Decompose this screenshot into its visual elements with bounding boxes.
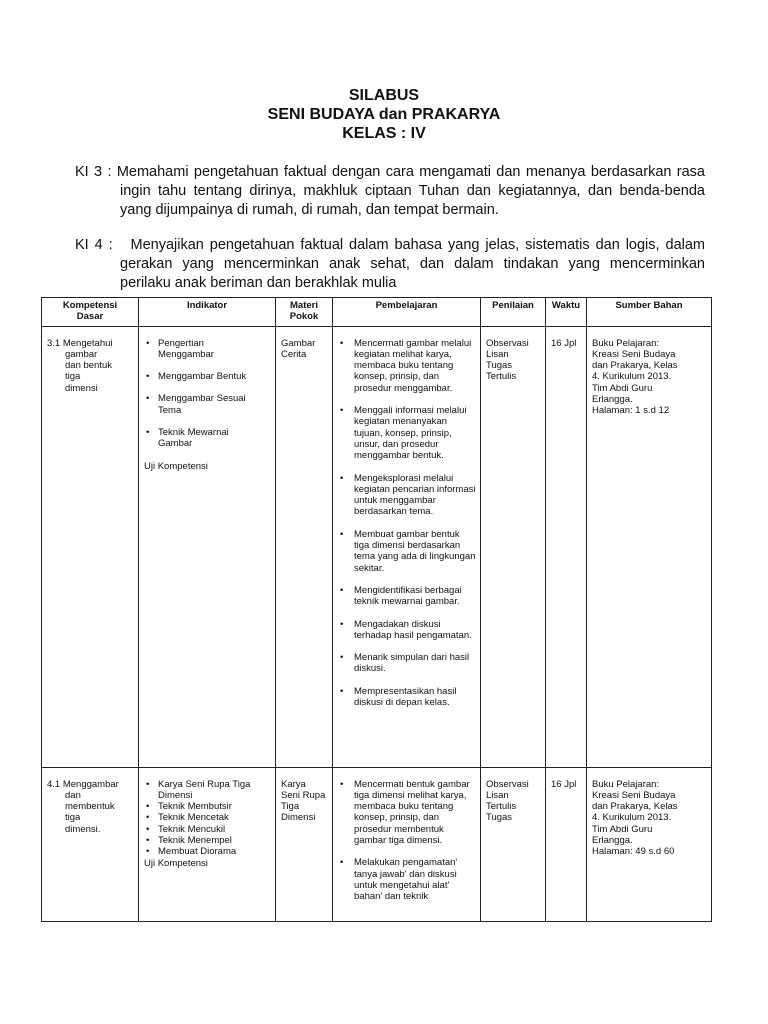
header-materi-line1: Materi bbox=[290, 300, 318, 311]
ki4-paragraph bbox=[75, 236, 705, 293]
sumber-line: 4. Kurikulum 2013. bbox=[592, 812, 672, 824]
list-item: • Teknik Mencetak bbox=[144, 812, 271, 823]
pembelajaran-list bbox=[338, 338, 476, 709]
title-line-2: SENI BUDAYA dan PRAKARYA bbox=[267, 106, 501, 123]
title-line-1: SILABUS bbox=[348, 87, 420, 104]
kd-cell bbox=[42, 767, 139, 921]
list-item: • Membuat gambar bentuk tiga dimensi berdasarkan tema yang ada di lingkungan sekitar. bbox=[338, 529, 476, 574]
kd-line: membentuk bbox=[65, 801, 115, 813]
kd-cell bbox=[42, 326, 139, 767]
materi-cell bbox=[276, 767, 333, 921]
header-kd-line2: Dasar bbox=[76, 311, 104, 323]
kd-line: tiga bbox=[65, 371, 81, 383]
list-item: • Mempresentasikan hasil diskusi di depan kelas. bbox=[338, 686, 476, 709]
list-item: • Karya Seni Rupa Tiga Dimensi bbox=[144, 779, 271, 802]
penilaian-line: Tugas bbox=[486, 360, 513, 372]
pembelajaran-list bbox=[338, 779, 476, 903]
sumber-line: Buku Pelajaran: bbox=[592, 778, 660, 790]
penilaian-line: Observasi bbox=[486, 337, 529, 349]
pembelajaran-cell bbox=[333, 326, 481, 767]
kd-line: dimensi bbox=[65, 382, 98, 394]
sumber-line: dan Prakarya, Kelas bbox=[592, 360, 678, 372]
sumber-line: Tim Abdi Guru bbox=[592, 382, 653, 394]
materi-cell bbox=[276, 326, 333, 767]
header-pembelajaran: Pembelajaran bbox=[333, 298, 481, 327]
penilaian-line: Observasi bbox=[486, 778, 529, 790]
list-item: • Mengadakan diskusi terhadap hasil pengamatan. bbox=[338, 619, 476, 642]
indikator-list bbox=[144, 338, 271, 450]
kd-line: dan bbox=[65, 789, 81, 801]
list-item: • Melakukan pengamatan' tanya jawab' dan diskusi untuk mengetahui alat' bahan' dan teknik bbox=[338, 857, 476, 902]
sumber-line: dan Prakarya, Kelas bbox=[592, 801, 678, 813]
header-waktu: Waktu bbox=[546, 298, 587, 327]
ki4-label: KI 4 : bbox=[75, 237, 131, 253]
ki3-text: Memahami pengetahuan faktual dengan cara mengamati dan menanya berdasarkan rasa ingin tahu tentang dirinya, makhluk ciptaan Tuhan dan kegiatannya, dan benda-benda yang dijumpainya di rumah, di rumah, dan tempat bermain. bbox=[116, 164, 705, 218]
list-item: • Menggambar Bentuk bbox=[144, 371, 271, 382]
kd-line: dan bentuk bbox=[65, 360, 113, 372]
list-item: • Mengeksplorasi melalui kegiatan pencarian informasi untuk menggambar berdasarkan tema. bbox=[338, 473, 476, 518]
sumber-line: Halaman: 49 s.d 60 bbox=[592, 846, 675, 858]
list-item: • Mengidentifikasi berbagai teknik mewarnai gambar. bbox=[338, 585, 476, 608]
indikator-cell bbox=[139, 767, 276, 921]
sumber-cell bbox=[587, 767, 712, 921]
document-title bbox=[0, 86, 768, 143]
list-item: • Mencermati bentuk gambar tiga dimensi melihat karya, membaca buku tentang konsep, prinsip, dan prosedur membentuk gambar tiga dimensi. bbox=[338, 779, 476, 847]
list-item: • Menggambar Sesuai Tema bbox=[144, 393, 271, 416]
waktu-cell: 16 Jpl bbox=[546, 767, 587, 921]
list-item: • Teknik Membutsir bbox=[144, 801, 271, 812]
sumber-line: Erlangga. bbox=[592, 394, 633, 406]
penilaian-line: Tertulis bbox=[486, 801, 517, 813]
sumber-line: Kreasi Seni Budaya bbox=[592, 348, 676, 360]
materi-line: Karya bbox=[281, 778, 306, 790]
sumber-line: Tim Abdi Guru bbox=[592, 823, 653, 835]
header-indikator: Indikator bbox=[139, 298, 276, 327]
sumber-line: Kreasi Seni Budaya bbox=[592, 789, 676, 801]
ki3-paragraph bbox=[75, 163, 705, 220]
ki3-label: KI 3 : bbox=[75, 164, 117, 180]
sumber-line: Erlangga. bbox=[592, 835, 633, 847]
penilaian-line: Lisan bbox=[486, 789, 509, 801]
indikator-cell bbox=[139, 326, 276, 767]
kd-number: 4.1 Menggambar bbox=[47, 778, 119, 790]
waktu-cell: 16 Jpl bbox=[546, 326, 587, 767]
ki4-text: Menyajikan pengetahuan faktual dalam bahasa yang jelas, sistematis dan logis, dalam gerakan yang mencerminkan anak sehat, dan dalam tindakan yang mencerminkan perilaku anak beriman dan berakhlak mulia bbox=[120, 237, 705, 291]
materi-line: Cerita bbox=[281, 348, 307, 360]
kd-line: gambar bbox=[65, 348, 98, 360]
sumber-line: Halaman: 1 s.d 12 bbox=[592, 405, 670, 417]
title-line-3: KELAS : IV bbox=[342, 125, 426, 142]
materi-line: Tiga bbox=[281, 801, 300, 813]
syllabus-table bbox=[41, 297, 712, 922]
penilaian-cell bbox=[481, 326, 546, 767]
sumber-line: Buku Pelajaran: bbox=[592, 337, 660, 349]
kd-number: 3.1 Mengetahui bbox=[47, 337, 113, 349]
header-sumber-bahan: Sumber Bahan bbox=[587, 298, 712, 327]
penilaian-line: Tertulis bbox=[486, 371, 517, 383]
penilaian-cell bbox=[481, 767, 546, 921]
list-item: • Mencermati gambar melalui kegiatan melihat karya, membaca buku tentang konsep, prinsip, dan prosedur menggambar. bbox=[338, 338, 476, 394]
sumber-line: 4. Kurikulum 2013. bbox=[592, 371, 672, 383]
list-item: • Teknik Menempel bbox=[144, 835, 271, 846]
list-item: • Teknik Mewarnai Gambar bbox=[144, 427, 271, 450]
sumber-cell bbox=[587, 326, 712, 767]
table-row bbox=[42, 767, 712, 921]
header-materi-pokok bbox=[276, 298, 333, 327]
penilaian-line: Tugas bbox=[486, 812, 513, 824]
list-item: • Teknik Mencukil bbox=[144, 824, 271, 835]
materi-line: Seni Rupa bbox=[281, 789, 326, 801]
materi-line: Dimensi bbox=[281, 812, 316, 824]
list-item: • Pengertian Menggambar bbox=[144, 338, 271, 361]
kd-line: tiga bbox=[65, 812, 81, 824]
table-row bbox=[42, 326, 712, 767]
materi-line: Gambar bbox=[281, 337, 316, 349]
list-item: • Menarik simpulan dari hasil diskusi. bbox=[338, 652, 476, 675]
uji-kompetensi-label: Uji Kompetensi bbox=[144, 857, 208, 869]
list-item: • Menggali informasi melalui kegiatan menanyakan tujuan, konsep, prinsip, unsur, dan prosedur menggambar bentuk. bbox=[338, 405, 476, 461]
uji-kompetensi-label: Uji Kompetensi bbox=[144, 460, 208, 472]
penilaian-line: Lisan bbox=[486, 348, 509, 360]
list-item: • Membuat Diorama bbox=[144, 846, 271, 857]
header-kompetensi-dasar bbox=[42, 298, 139, 327]
kd-line: dimensi. bbox=[65, 823, 101, 835]
header-materi-line2: Pokok bbox=[289, 311, 319, 323]
header-penilaian: Penilaian bbox=[481, 298, 546, 327]
table-header-row bbox=[42, 298, 712, 327]
pembelajaran-cell bbox=[333, 767, 481, 921]
header-kd-line1: Kompetensi bbox=[62, 300, 118, 311]
indikator-list bbox=[144, 779, 271, 858]
